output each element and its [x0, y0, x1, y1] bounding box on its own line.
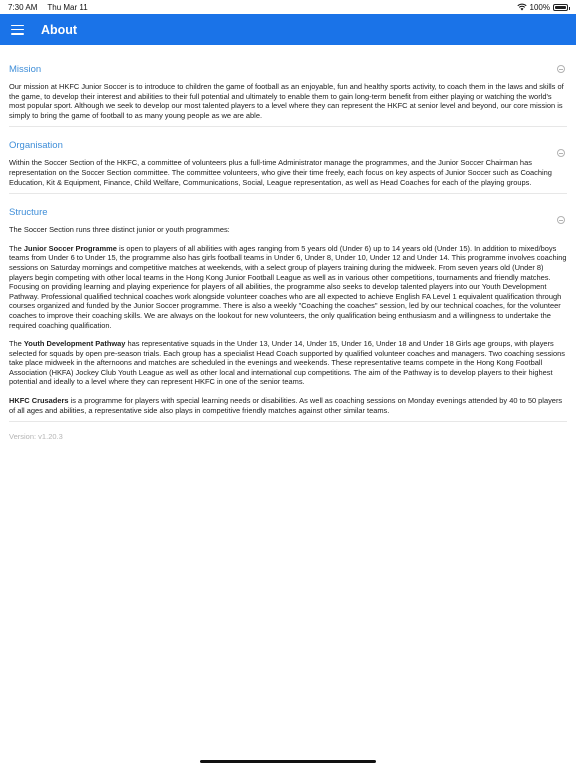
page-title: About: [41, 22, 78, 37]
crusaders-paragraph: HKFC Crusaders is a programme for players with special learning needs or disabilities. As well as coaching sessions on Monday evenings attended by 40 to 50 players of all ages and abilities, a representative side also plays in competitive friendly matches against other similar teams.: [9, 396, 563, 415]
battery-percent: 100%: [529, 2, 550, 12]
app-bar: [0, 14, 576, 45]
section-organisation: [0, 140, 576, 187]
mission-paragraph: Our mission at HKFC Junior Soccer is to introduce to children the game of football as an enjoyable, fun and healthy sports activity, to coach them in the laws and skills of the game, to develop their interest and abilities to their full potential and ultimately to enable them to gain long-term benefit from either playing or watching the world's most popular sport. Although we seek to develop our most talented players to a level where they can represent the HKFC at senior level and beyond, our core mission is simply to bring the game of football to as many young people as we are able.: [9, 82, 564, 120]
status-date: Thu Mar 11: [47, 2, 88, 12]
divider: [9, 193, 567, 194]
status-time: 7:30 AM: [8, 2, 38, 12]
version-label: Version: v1.20.3: [9, 432, 63, 442]
section-mission: [0, 64, 576, 120]
structure-intro: The Soccer Section runs three distinct junior or youth programmes:: [9, 225, 230, 235]
divider: [9, 421, 567, 422]
junior-soccer-programme-label: Junior Soccer Programme: [23, 243, 117, 253]
about-content: [0, 56, 576, 441]
section-structure: [0, 207, 576, 415]
battery-icon: [553, 4, 568, 11]
collapse-circle-icon[interactable]: [557, 149, 565, 157]
status-bar: [0, 0, 576, 14]
section-title-structure: Structure: [9, 207, 48, 219]
wifi-icon: [517, 3, 527, 11]
battery-level: [555, 6, 566, 9]
junior-soccer-paragraph: The Junior Soccer Programme is open to players of all abilities with ages ranging from 5 years old (Under 6) up to 14 years old (Under 15). In addition to mixed/boys teams from Under 6 to Under 15, the programme also has girls football teams in Under 6, Under 8, Under 10, Under 12 and Under 14. This programme involves coaching sessions on Saturday mornings and competitive matches at weekends, with a select group of players training during the midweek. From seven years old (Under 8) players begin competing with other local teams in the Hong Kong Junior Football League as well as in various other competitions, tournaments and friendly matches. Focusing on providing learning and playing experience for players of all abilities, the programme also seeks to develop talented players into our Youth Development Pathway. Professional qualified technical coaches work alongside volunteer coaches who are all expected to achieve English FA Level 1 equivalent qualification through courses organized and funded by the Junior Soccer programme. There is also a weekly "Coaching the coaches" session, led by our technical coaches, for the volunteer coaches to improve their coaching skills. We are always on the lookout for new volunteers, the only qualification being enthusiasm and a willingness to undertake the required coaching qualification.: [9, 243, 567, 330]
youth-pathway-paragraph: The Youth Development Pathway has representative squads in the Under 13, Under 14, Under 15, Under 16, Under 18 and Under 18 Girls age groups, with players selected for squads by open pre-season trials. Each group has a specialist Head Coach supported by qualified volunteer coaches and managers. Two coaching sessions take place midweek in the afternoons and matches are scheduled in the evenings and weekends. These representative teams compete in the Hong Kong Football Association (HKFA) Jockey Club Youth League as well as other local and international cup competitions. The aim of the Pathway is to develop players to their highest potential and ideally to a level where they can represent HKFC in one of the senior teams.: [9, 339, 565, 387]
status-right: [517, 3, 568, 12]
youth-development-pathway-label: Youth Development Pathway: [23, 339, 126, 349]
home-indicator[interactable]: [200, 760, 376, 763]
section-title-mission: Mission: [9, 64, 42, 75]
section-title-organisation: Organisation: [9, 140, 63, 152]
status-left: [8, 3, 88, 12]
hamburger-menu-icon[interactable]: [11, 25, 24, 35]
collapse-circle-icon[interactable]: [557, 216, 565, 224]
organisation-paragraph: Within the Soccer Section of the HKFC, a committee of volunteers plus a full-time Administrator manage the programmes, and the Junior Soccer Chairman has representation on the Soccer Section committee. The committee volunteers, who give their time freely, each focus on key aspects of Junior Soccer such as Coaching Education, Kit & Equipment, Finance, Child Welfare, Communications, Social, League representation, as well as Head Coaches for each of the playing groups.: [9, 158, 552, 187]
collapse-circle-icon[interactable]: [557, 65, 565, 73]
divider: [9, 126, 567, 127]
hkfc-crusaders-label: HKFC Crusaders: [9, 396, 69, 406]
